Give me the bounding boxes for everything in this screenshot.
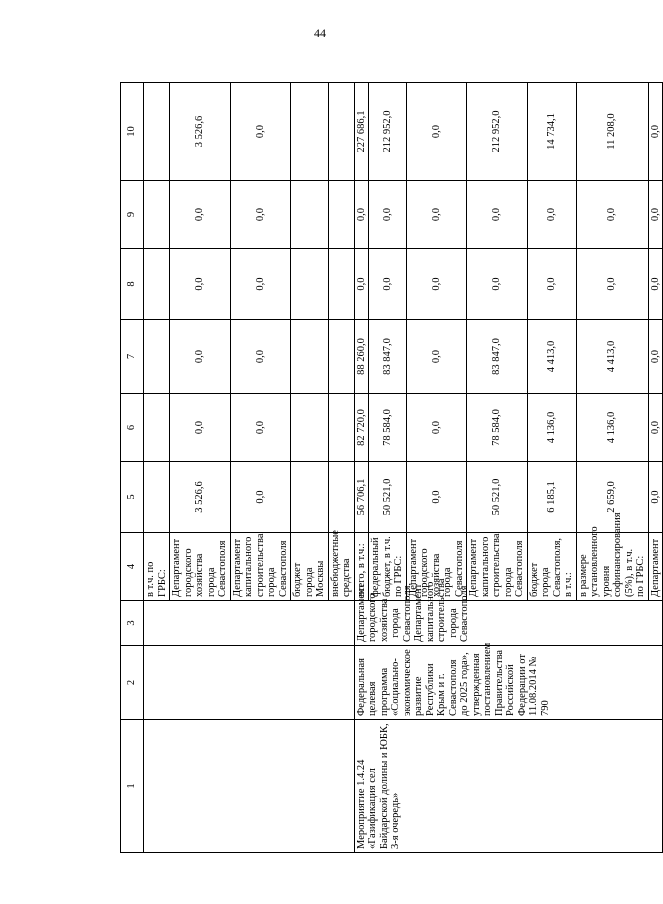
value-cell: 3 526,6 <box>170 83 231 181</box>
value-cell: 0,0 <box>369 181 407 249</box>
value-cell: 56 706,1 <box>354 462 369 533</box>
measure-executors: Департамент городского хозяйства города Севастополя, Департамент капитального строительства города Севастополя <box>354 601 663 646</box>
cell-empty <box>144 181 170 249</box>
value-cell: 212 952,0 <box>467 83 528 181</box>
value-cell: 83 847,0 <box>369 320 407 394</box>
value-cell: 50 521,0 <box>369 462 407 533</box>
grbs-label: в т.ч. по ГРБС: <box>144 533 170 601</box>
value-cell: 0,0 <box>354 181 369 249</box>
value-cell: 14 734,1 <box>527 83 576 181</box>
cell-empty <box>144 249 170 320</box>
value-cell: 0,0 <box>170 394 231 462</box>
value-cell: 11 208,0 <box>576 83 648 181</box>
value-cell <box>328 181 354 249</box>
value-cell: 0,0 <box>648 394 663 462</box>
col-header-6: 6 <box>121 394 144 462</box>
value-cell <box>291 394 329 462</box>
value-cell: 0,0 <box>527 249 576 320</box>
row-label: в размере установленного уровня софинансирования (5%), в т.ч. по ГРБС: <box>576 533 648 601</box>
row-label: Департамент <box>648 533 663 601</box>
value-cell: 0,0 <box>406 394 467 462</box>
value-cell: 0,0 <box>648 249 663 320</box>
value-cell: 4 136,0 <box>576 394 648 462</box>
value-cell: 0,0 <box>648 181 663 249</box>
page-number: 44 <box>314 26 326 40</box>
value-cell: 0,0 <box>170 249 231 320</box>
value-cell <box>328 394 354 462</box>
value-cell: 78 584,0 <box>369 394 407 462</box>
value-cell: 0,0 <box>354 249 369 320</box>
value-cell: 0,0 <box>467 249 528 320</box>
value-cell: 88 260,0 <box>354 320 369 394</box>
value-cell <box>291 181 329 249</box>
col-header-1: 1 <box>121 720 144 853</box>
value-cell: 0,0 <box>648 320 663 394</box>
col-header-2: 2 <box>121 646 144 720</box>
cell-empty <box>144 394 170 462</box>
value-cell: 0,0 <box>406 462 467 533</box>
measure-program: Федеральная целевая программа «Социально-экономическое развитие Республики Крым и г. Севастополя до 2025 года», утвержденная постановлением Правительства Российской Федерации от 11.08.2014 № 790 <box>354 646 663 720</box>
value-cell: 0,0 <box>527 181 576 249</box>
row-label: внебюджетные средства <box>328 533 354 601</box>
value-cell: 0,0 <box>230 181 291 249</box>
value-cell <box>291 320 329 394</box>
cell-empty <box>144 601 355 646</box>
value-cell: 6 185,1 <box>527 462 576 533</box>
value-cell: 4 413,0 <box>576 320 648 394</box>
value-cell: 0,0 <box>230 83 291 181</box>
value-cell <box>328 249 354 320</box>
row-label: Департамент капитального строительства города Севастополя <box>467 533 528 601</box>
value-cell: 0,0 <box>648 83 663 181</box>
value-cell: 4 413,0 <box>527 320 576 394</box>
value-cell: 0,0 <box>576 249 648 320</box>
row-label: Департамент городского хозяйства города Севастополя <box>406 533 467 601</box>
value-cell: 2 659,0 <box>576 462 648 533</box>
value-cell <box>328 320 354 394</box>
header-row <box>121 83 144 853</box>
value-cell: 0,0 <box>406 320 467 394</box>
value-cell: 0,0 <box>467 181 528 249</box>
value-cell: 78 584,0 <box>467 394 528 462</box>
value-cell: 227 686,1 <box>354 83 369 181</box>
value-cell: 0,0 <box>230 394 291 462</box>
value-cell: 0,0 <box>230 320 291 394</box>
measure-name: Мероприятие 1.4.24 «Газификация сел Байдарской долины и ЮБК, 3-я очередь» <box>354 720 663 853</box>
value-cell: 0,0 <box>170 181 231 249</box>
col-header-7: 7 <box>121 320 144 394</box>
table-row <box>354 83 369 853</box>
row-label: федеральный бюджет, в т.ч. по ГРБС: <box>369 533 407 601</box>
value-cell: 83 847,0 <box>467 320 528 394</box>
row-label: бюджет города Москвы <box>291 533 329 601</box>
cell-empty <box>144 320 170 394</box>
value-cell <box>328 462 354 533</box>
value-cell: 0,0 <box>406 181 467 249</box>
value-cell: 0,0 <box>648 462 663 533</box>
value-cell: 0,0 <box>576 181 648 249</box>
cell-empty <box>144 462 170 533</box>
value-cell: 4 136,0 <box>527 394 576 462</box>
value-cell: 0,0 <box>230 462 291 533</box>
col-header-8: 8 <box>121 249 144 320</box>
row-label: Департамент городского хозяйства города Севастополя <box>170 533 231 601</box>
rotated-table-wrapper <box>120 83 661 853</box>
value-cell: 50 521,0 <box>467 462 528 533</box>
value-cell: 212 952,0 <box>369 83 407 181</box>
value-cell <box>291 83 329 181</box>
value-cell <box>291 249 329 320</box>
budget-table <box>120 82 663 853</box>
value-cell: 0,0 <box>406 249 467 320</box>
col-header-5: 5 <box>121 462 144 533</box>
col-header-3: 3 <box>121 601 144 646</box>
value-cell: 0,0 <box>369 249 407 320</box>
col-header-10: 10 <box>121 83 144 181</box>
value-cell <box>328 83 354 181</box>
row-label: бюджет города Севастополя, в т.ч.: <box>527 533 576 601</box>
table-row <box>144 83 170 853</box>
value-cell: 3 526,6 <box>170 462 231 533</box>
value-cell: 0,0 <box>230 249 291 320</box>
value-cell: 0,0 <box>170 320 231 394</box>
row-label: всего, в т.ч.: <box>354 533 369 601</box>
col-header-9: 9 <box>121 181 144 249</box>
row-label: Департамент капитального строительства города Севастополя <box>230 533 291 601</box>
value-cell: 82 720,0 <box>354 394 369 462</box>
col-header-4: 4 <box>121 533 144 601</box>
cell-empty <box>144 83 170 181</box>
value-cell <box>291 462 329 533</box>
value-cell: 0,0 <box>406 83 467 181</box>
cell-empty <box>144 720 355 853</box>
cell-empty <box>144 646 355 720</box>
